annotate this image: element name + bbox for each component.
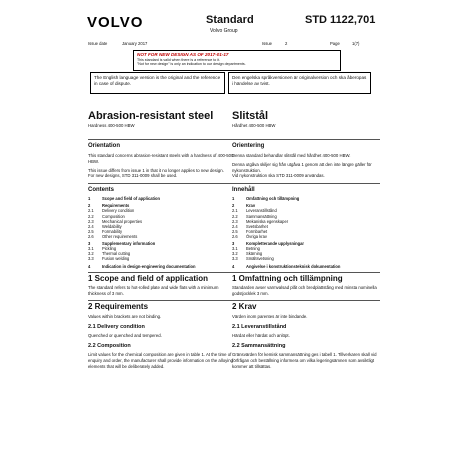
toc-entry-label: Skärning (246, 251, 263, 257)
issue-date-label: Issue date (88, 41, 108, 46)
toc-entry-label: Mekaniska egenskaper (246, 218, 289, 224)
standard-number: STD 1122,701 (305, 14, 376, 26)
document-subtitle-en: Hardness 400-500 HBW (88, 123, 135, 129)
toc-entry-label: Sammansättning (246, 213, 277, 219)
toc-entry-label: Scope and field of application (102, 196, 161, 202)
contents-heading-sv: Innehåll (232, 187, 255, 194)
orientation-paragraph-3-en: For new designs, STD 311-0009 shall be used. (88, 173, 178, 179)
toc-entry-label: Krav (246, 203, 256, 209)
toc-entry-label: Leveranstillstånd (246, 208, 277, 214)
section-2-heading-en: 2 Requirements (88, 302, 149, 312)
language-note-en: The English language version is the original and the reference in case of dispute. (90, 72, 225, 94)
section-2-1-heading-en: 2.1 Delivery condition (88, 323, 145, 330)
toc-entry-label: Angivelse i konstruktionsteknisk dokumentation (246, 263, 341, 269)
toc-entry-number: 2.6 (232, 234, 238, 240)
toc-entry-number: 2.5 (232, 228, 238, 234)
toc-entry-label: Kompletterande upplysningar (246, 241, 305, 247)
contents-heading-en: Contents (88, 187, 114, 194)
divider (232, 183, 380, 184)
toc-entry-label: Svetsbarhet (246, 223, 268, 229)
toc-entry-label: Formbarhet (246, 228, 268, 234)
toc-entry-number: 2.2 (232, 213, 238, 219)
section-2-2-text-en: Limit values for the chemical composition are given in table 1. At the time of enquiry and order, the manufacturer shall provide information on the alloying elements that will be deliberately added. (88, 352, 233, 369)
toc-entry-number: 1 (232, 196, 235, 202)
notice-validity: This standard is valid when there is a reference to it. (137, 58, 221, 62)
toc-entry-label: Övriga krav (246, 234, 267, 240)
toc-entry-label: Indication in design-engineering documentation (102, 263, 196, 269)
section-2-2-text-sv: Gränsvärden för kemisk sammansättning ges i tabell 1. Tillverkaren skall vid förfrågan och beställning informera om vilka legeringsämnen som avsiktligt kommer att tillsättas. (232, 352, 377, 369)
section-2-2-heading-en: 2.2 Composition (88, 342, 131, 349)
toc-entry-label: Supplementary information (102, 241, 156, 247)
english-column (88, 110, 236, 370)
section-2-1-heading-sv: 2.1 Leveranstillstånd (232, 323, 287, 330)
toc-entry-number: 3.2 (88, 251, 94, 257)
divider (88, 272, 236, 273)
toc-entry (88, 196, 236, 201)
toc-entry-number: 2 (232, 203, 235, 209)
document-subtitle-sv: Hårdhet 400-500 HBW (232, 123, 276, 129)
toc-entry-label: Other requirements (102, 234, 138, 240)
toc-entry-label: Weldability (102, 223, 122, 229)
toc-entry-number: 2.2 (88, 213, 94, 219)
section-2-text-sv: Värden inom parentes är inte bindande. (232, 313, 308, 319)
document-title-en: Abrasion-resistant steel (88, 110, 214, 122)
orientation-paragraph-1-sv: Denna standard behandlar slitstål med hårdhet 400-500 HBW. (232, 152, 351, 158)
toc-entry-label: Omfattning och tillämpning (246, 196, 300, 202)
toc-entry-number: 2.4 (88, 223, 94, 229)
notice-headline: NOT FOR NEW DESIGN AS OF 2017-01-17 (137, 52, 229, 57)
section-1-text-sv: Standarden avser varmvalsad plåt och bredplattstång med minsta nominella godstjocklek 3 mm. (232, 285, 377, 297)
toc-entry-number: 2.3 (232, 218, 238, 224)
toc-entry-label: Mechanical properties (102, 218, 143, 224)
toc-entry (232, 234, 380, 239)
toc-entry-label: Requirements (102, 203, 130, 209)
divider (88, 183, 236, 184)
section-2-1-text-en: Quenched or quenched and tempered. (88, 333, 162, 339)
orientation-paragraph-1-en: This standard concerns abrasion-resistant steels with a hardness of 400-500 HBW. (88, 152, 234, 164)
document-type: Standard (206, 14, 254, 26)
toc-entry-number: 2.5 (88, 228, 94, 234)
toc-entry-label: Pickling (102, 246, 117, 252)
toc-entry (232, 256, 380, 261)
divider (88, 139, 236, 140)
page-label: Page (330, 41, 340, 46)
language-note-sv: Den engelska språkversionen är originalversion och ska åberopas i händelse av tvist. (228, 72, 371, 94)
toc-entry-label: Fusion welding (102, 256, 130, 262)
toc-entry-number: 4 (232, 263, 235, 269)
orientation-heading-en: Orientation (88, 142, 121, 149)
toc-entry-label: Betning (246, 246, 260, 252)
table-of-contents-en (88, 196, 236, 268)
toc-entry (88, 234, 236, 239)
divider (232, 139, 380, 140)
section-2-2-heading-sv: 2.2 Sammansättning (232, 342, 286, 349)
toc-entry-number: 2.1 (88, 208, 94, 214)
toc-entry-label: Thermal cutting (102, 251, 131, 257)
toc-entry-number: 4 (88, 263, 91, 269)
orientation-paragraph-2-en: This issue differs from issue 1 in that it no longer applies to new design. (88, 167, 224, 173)
toc-entry-number: 3.3 (88, 256, 94, 262)
section-2-heading-sv: 2 Krav (232, 302, 257, 312)
toc-entry-number: 2.4 (232, 223, 238, 229)
orientation-paragraph-3-sv: Vid nykonstruktion ska STD 311-0009 användas. (232, 173, 325, 179)
toc-entry-number: 2 (88, 203, 91, 209)
toc-entry-number: 3.1 (88, 246, 94, 252)
organization: Volvo Group (210, 28, 238, 34)
toc-entry-label: Composition (102, 213, 125, 219)
orientation-paragraph-2-sv: Denna utgåva skiljer sig från utgåva 1 genom att den inte längre gäller för nykonstruktion. (232, 161, 372, 173)
toc-entry-label: Formability (102, 228, 123, 234)
toc-entry (88, 256, 236, 261)
toc-entry-number: 3 (232, 241, 235, 247)
table-of-contents-sv (232, 196, 380, 268)
document-title-sv: Slitstål (232, 110, 269, 122)
swedish-column (232, 110, 380, 370)
notice-indication: "Not for new design" is only an indication to our design departments. (137, 62, 246, 66)
issue-label: Issue (262, 41, 273, 46)
toc-entry-number: 2.1 (232, 208, 238, 214)
orientation-heading-sv: Orientering (232, 142, 265, 149)
section-1-heading-en: 1 Scope and field of application (88, 273, 209, 283)
toc-entry-number: 1 (88, 196, 91, 202)
toc-entry-label: Delivery condition (102, 208, 135, 214)
toc-entry (232, 196, 380, 201)
toc-entry-number: 3.3 (232, 256, 238, 262)
section-1-text-en: The standard refers to hot-rolled plate and wide flats with a minimum thickness of 3 mm. (88, 285, 219, 297)
section-2-1-text-sv: Härdat eller härdat och anlöpt. (232, 333, 290, 339)
toc-entry-number: 2.3 (88, 218, 94, 224)
not-for-new-design-notice (133, 50, 341, 71)
issue-date: January 2017 (122, 41, 148, 46)
divider (88, 300, 236, 301)
toc-entry-number: 2.6 (88, 234, 94, 240)
toc-entry-number: 3.2 (232, 251, 238, 257)
volvo-logo: VOLVO (87, 14, 144, 31)
issue-number: 2 (285, 41, 288, 46)
toc-entry-number: 3.1 (232, 246, 238, 252)
page-number: 1(7) (352, 41, 360, 46)
toc-entry-number: 3 (88, 241, 91, 247)
toc-entry-label: Smältsvetsning (246, 256, 274, 262)
divider (232, 300, 380, 301)
section-1-heading-sv: 1 Omfattning och tillämpning (232, 273, 343, 283)
section-2-text-en: Values within brackets are not binding. (88, 313, 162, 319)
divider (232, 272, 380, 273)
